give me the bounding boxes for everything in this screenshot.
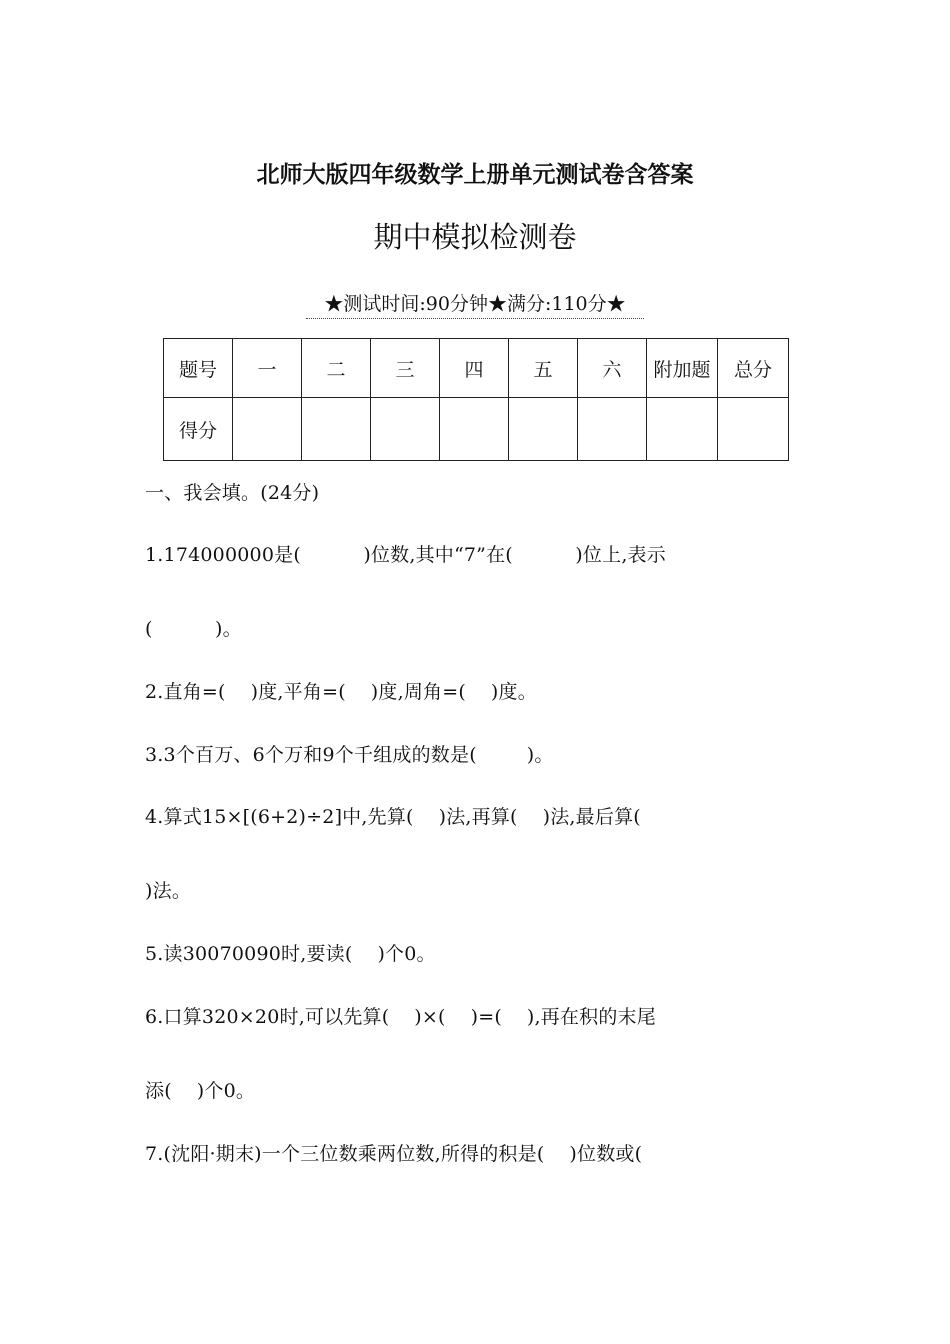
question-4: 4.算式15×[(6+2)÷2]中,先算( )法,再算( )法,最后算( xyxy=(145,806,641,828)
question-2: 2.直角=( )度,平角=( )度,周角=( )度。 xyxy=(145,681,537,703)
question-6-continued: 添( )个0。 xyxy=(145,1080,256,1102)
score-table-header-row xyxy=(164,339,789,398)
score-cell[interactable] xyxy=(371,398,440,461)
score-table xyxy=(163,338,789,461)
question-7: 7.(沈阳·期末)一个三位数乘两位数,所得的积是( )位数或( xyxy=(145,1143,643,1165)
question-4-continued: )法。 xyxy=(145,880,192,902)
question-1: 1.174000000是( )位数,其中“7”在( )位上,表示 xyxy=(145,544,666,566)
header-cell: 附加题 xyxy=(647,339,718,398)
header-cell: 六 xyxy=(578,339,647,398)
header-cell: 四 xyxy=(440,339,509,398)
score-cell[interactable] xyxy=(440,398,509,461)
section-heading: 一、我会填。(24分) xyxy=(145,482,320,504)
question-1-continued: ( )。 xyxy=(145,618,242,640)
score-table-score-row xyxy=(164,398,789,461)
score-cell[interactable] xyxy=(302,398,371,461)
header-cell: 五 xyxy=(509,339,578,398)
document-title: 北师大版四年级数学上册单元测试卷含答案 xyxy=(256,162,694,188)
question-6: 6.口算320×20时,可以先算( )×( )=( ),再在积的末尾 xyxy=(145,1006,656,1028)
header-cell: 题号 xyxy=(164,339,233,398)
exam-info xyxy=(0,289,950,319)
score-row-label: 得分 xyxy=(164,398,233,461)
exam-info-text: ★测试时间:90分钟★满分:110分★ xyxy=(306,289,643,319)
score-cell[interactable] xyxy=(647,398,718,461)
header-cell: 一 xyxy=(233,339,302,398)
question-3: 3.3个百万、6个万和9个千组成的数是( )。 xyxy=(145,744,554,766)
score-cell[interactable] xyxy=(509,398,578,461)
score-cell[interactable] xyxy=(578,398,647,461)
question-5: 5.读30070090时,要读( )个0。 xyxy=(145,943,436,965)
header-cell: 总分 xyxy=(718,339,789,398)
score-cell[interactable] xyxy=(233,398,302,461)
header-cell: 二 xyxy=(302,339,371,398)
exam-subtitle: 期中模拟检测卷 xyxy=(373,220,577,254)
header-cell: 三 xyxy=(371,339,440,398)
score-cell[interactable] xyxy=(718,398,789,461)
